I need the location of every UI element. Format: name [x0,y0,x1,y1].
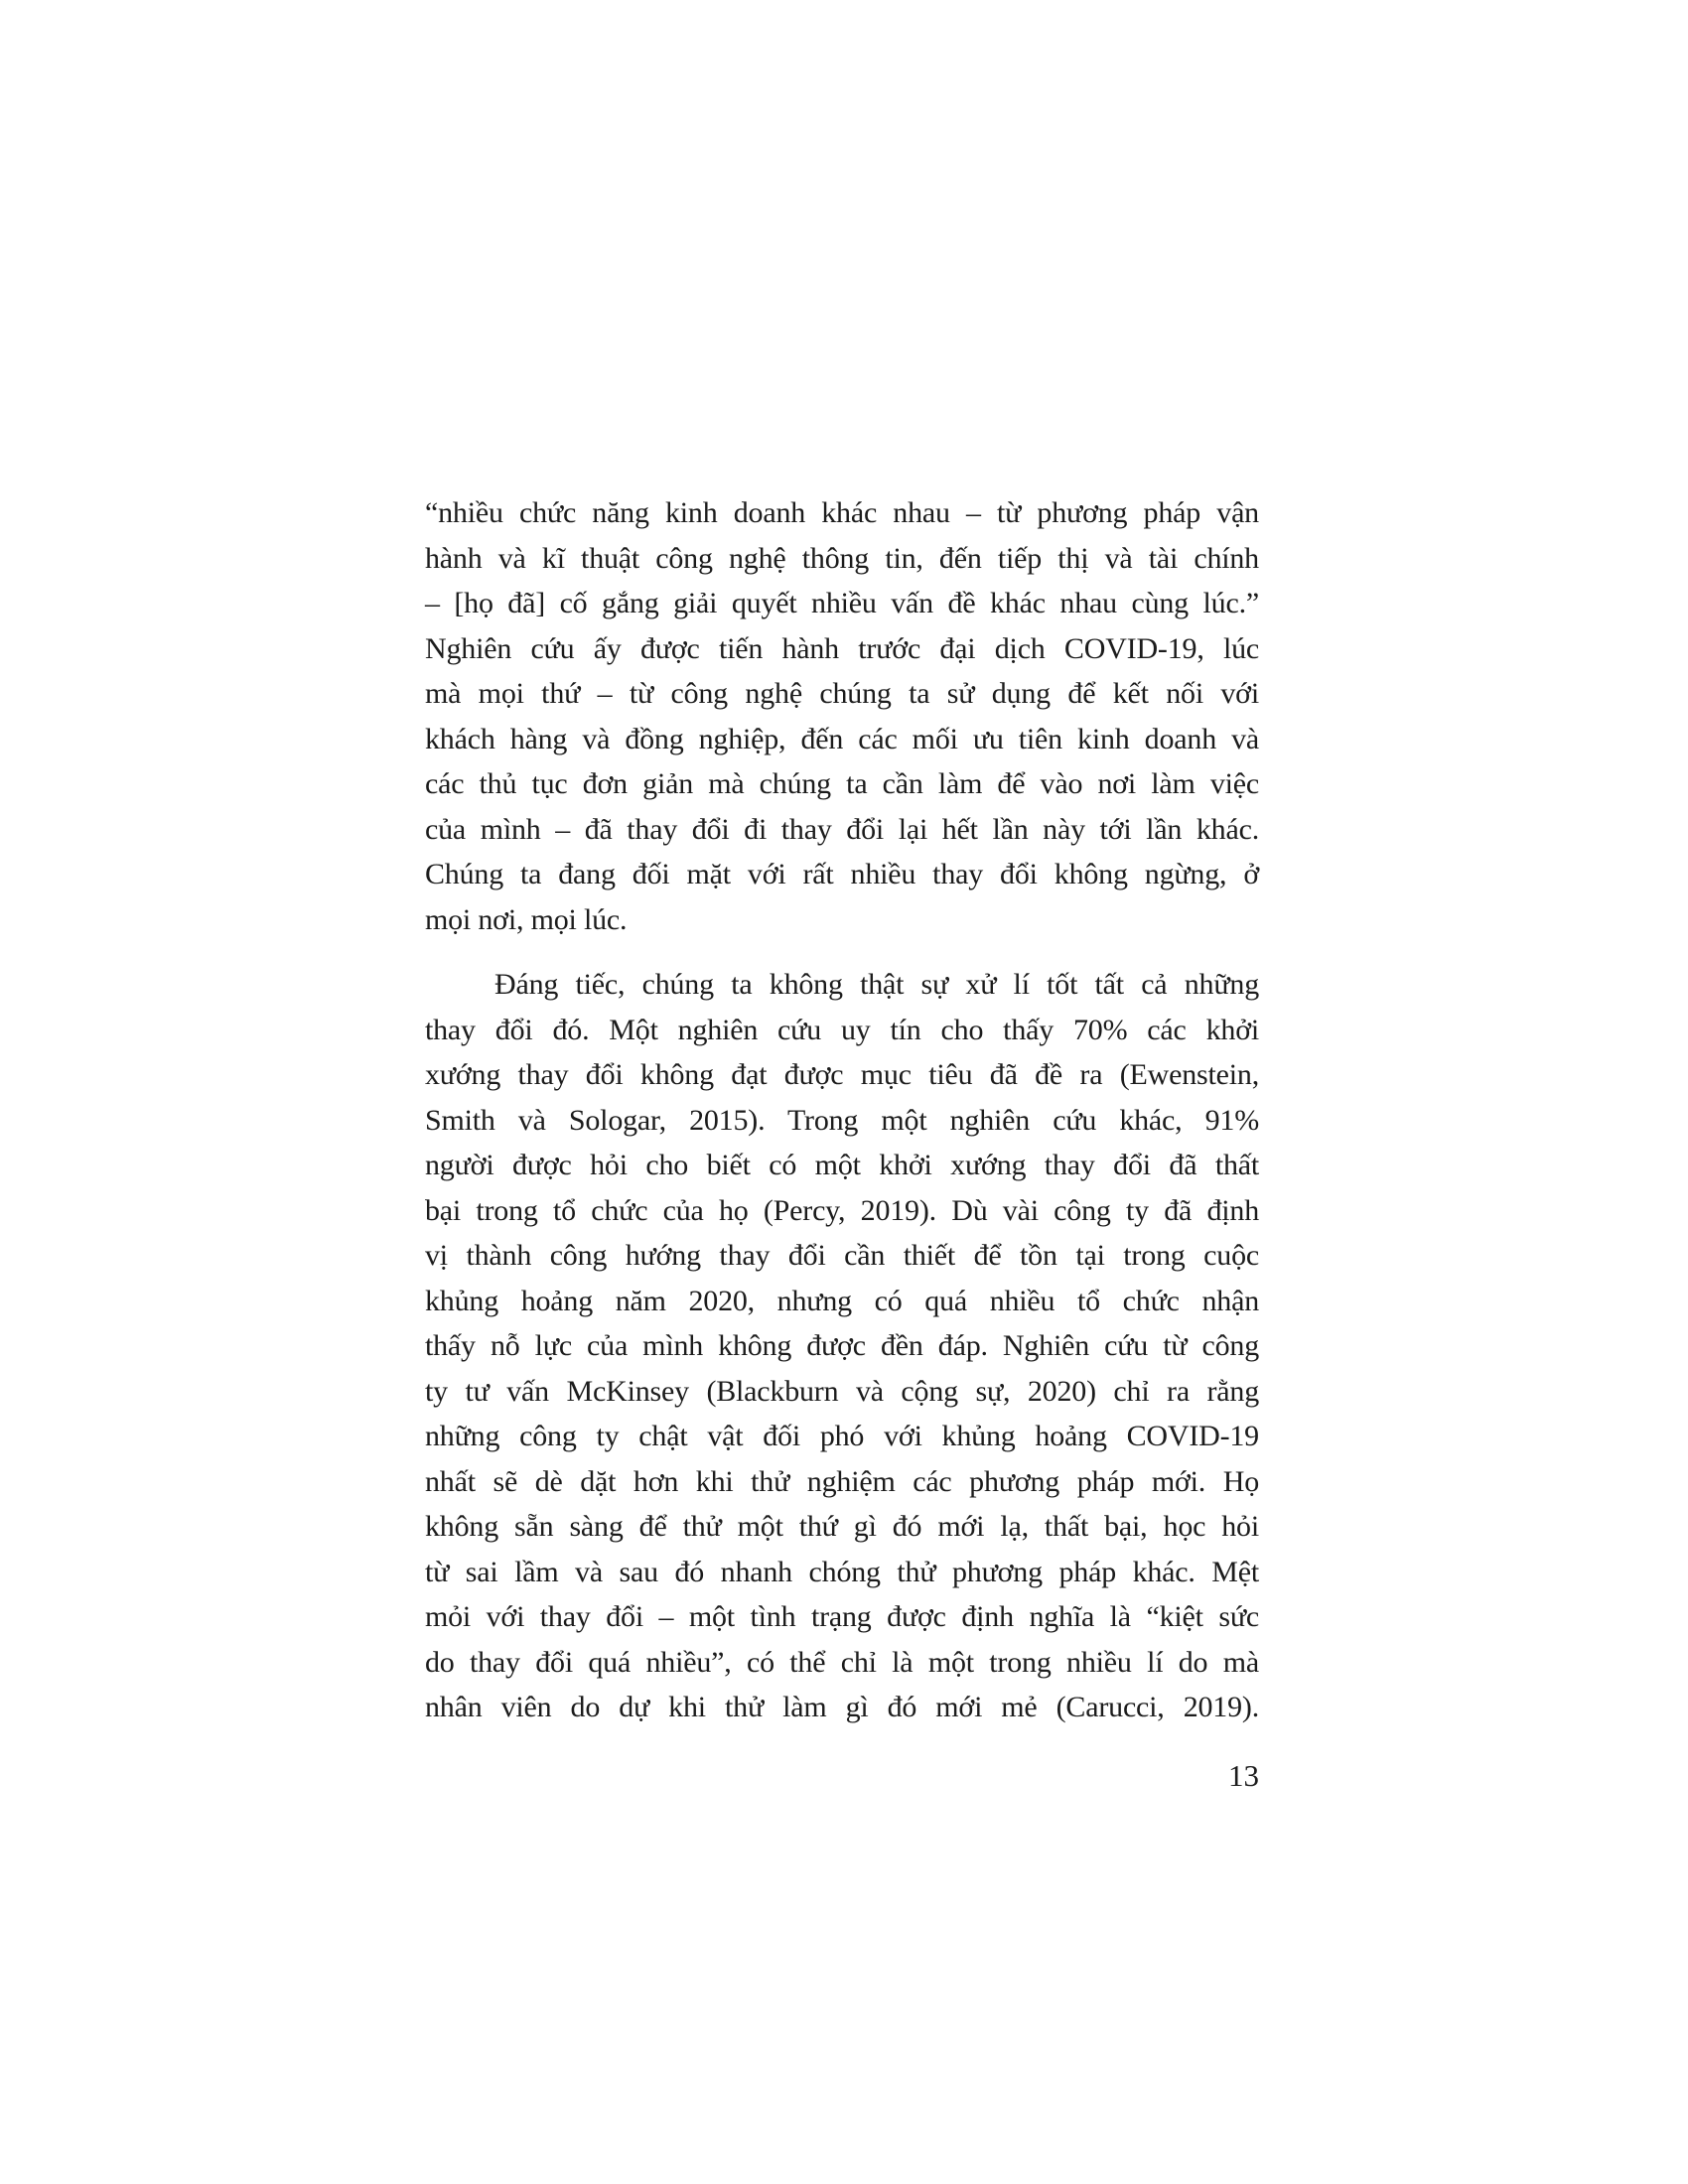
text-line: “nhiều chức năng kinh doanh khác nhau – từ phương pháp vận [425,496,1259,529]
text-line: của mình – đã thay đổi đi thay đổi lại hết lần này tới lần khác. [425,812,1259,846]
text-line: mọi nơi, mọi lúc. [425,902,628,936]
text-line: Nghiên cứu ấy được tiến hành trước đại dịch COVID-19, lúc [425,631,1259,665]
text-line: người được hỏi cho biết có một khởi xướng thay đổi đã thất [425,1149,1259,1181]
text-line: những công ty chật vật đối phó với khủng hoảng COVID-19 [425,1420,1259,1452]
text-line: do thay đổi quá nhiều”, có thể chỉ là một trong nhiều lí do mà [425,1645,1259,1679]
text-line: hành và kĩ thuật công nghệ thông tin, đến tiếp thị và tài chính [425,541,1259,575]
text-line: – [họ đã] cố gắng giải quyết nhiều vấn đề khác nhau cùng lúc.” [425,587,1259,619]
text-line: mà mọi thứ – từ công nghệ chúng ta sử dụng để kết nối với [425,677,1259,710]
body-text-block [425,490,1259,1730]
text-line: xướng thay đổi không đạt được mục tiêu đã đề ra (Ewenstein, [425,1058,1259,1091]
text-line: thay đổi đó. Một nghiên cứu uy tín cho thấy 70% các khởi [425,1013,1259,1046]
text-line: Chúng ta đang đối mặt với rất nhiều thay đổi không ngừng, ở [425,858,1259,890]
text-line: vị thành công hướng thay đổi cần thiết để tồn tại trong cuộc [425,1239,1259,1272]
text-line: khách hàng và đồng nghiệp, đến các mối ưu tiên kinh doanh và [425,722,1259,755]
paragraph [425,490,1259,942]
text-line: ty tư vấn McKinsey (Blackburn và cộng sự, 2020) chỉ ra rằng [425,1374,1259,1408]
text-line: Smith và Sologar, 2015). Trong một nghiên cứu khác, 91% [425,1103,1259,1137]
text-line: khủng hoảng năm 2020, nhưng có quá nhiều tổ chức nhận [425,1284,1259,1317]
text-line: thấy nỗ lực của mình không được đền đáp. Nghiên cứu từ công [425,1329,1259,1362]
text-line: nhất sẽ dè dặt hơn khi thử nghiệm các phương pháp mới. Họ [425,1464,1259,1498]
text-line: nhân viên do dự khi thử làm gì đó mới mẻ (Carucci, 2019). [425,1691,1259,1723]
text-line: các thủ tục đơn giản mà chúng ta cần làm để vào nơi làm việc [425,767,1259,800]
text-line: không sẵn sàng để thử một thứ gì đó mới lạ, thất bại, học hỏi [425,1510,1259,1543]
text-line: bại trong tổ chức của họ (Percy, 2019). Dù vài công ty đã định [425,1193,1259,1227]
text-line: mỏi với thay đổi – một tình trạng được định nghĩa là “kiệt sức [425,1600,1259,1633]
text-line: Đáng tiếc, chúng ta không thật sự xử lí tốt tất cả những [494,968,1259,1001]
text-line: từ sai lầm và sau đó nhanh chóng thử phương pháp khác. Mệt [425,1555,1259,1588]
paragraph [425,962,1259,1730]
page-number: 13 [1228,1758,1259,1793]
